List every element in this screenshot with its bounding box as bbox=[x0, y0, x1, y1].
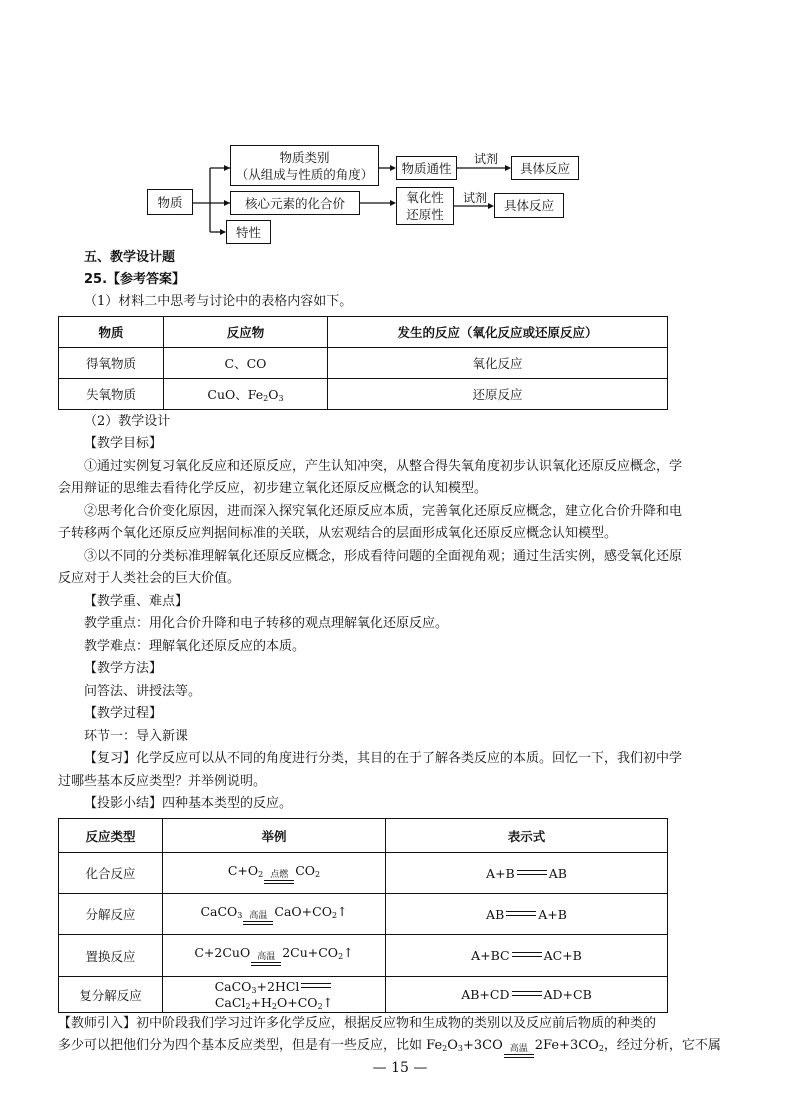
diagram-reagent-label-1: 试剂 bbox=[474, 152, 499, 166]
subscript: 3 bbox=[237, 910, 243, 920]
gas-arrow-icon: ↑ bbox=[343, 945, 354, 960]
eq-text: A+B bbox=[538, 906, 567, 922]
eq-text: CaO+CO bbox=[274, 903, 332, 919]
table1-formula-text: CuO、Fe bbox=[207, 387, 264, 402]
diagram-reaction-box-2 bbox=[494, 193, 564, 218]
table2-type-cell: 化合反应 bbox=[59, 853, 163, 894]
diagram-property-label: 特性 bbox=[235, 224, 261, 240]
table2-example-cell bbox=[163, 894, 386, 935]
step-1: 环节一：导入新课 bbox=[84, 729, 189, 744]
eq-text: O+CO bbox=[277, 994, 318, 1010]
subscript: 2 bbox=[315, 869, 321, 879]
table1-cell: 氧化反应 bbox=[328, 348, 668, 379]
equals-bar bbox=[506, 911, 536, 916]
reactant-table bbox=[58, 316, 668, 410]
page-number: — 15 — bbox=[372, 1060, 428, 1076]
eq-text: AB+CD bbox=[461, 987, 510, 1002]
table2-expression-cell bbox=[386, 853, 668, 894]
diagram-general-label: 物质通性 bbox=[401, 160, 452, 176]
diagram-redox-box bbox=[396, 187, 454, 225]
reaction-type-table bbox=[58, 818, 668, 1013]
table1-header-substance: 物质 bbox=[59, 317, 164, 348]
eq-text: CO bbox=[295, 862, 316, 878]
diagram-category-line2: （从组成与性质的角度） bbox=[235, 166, 374, 182]
subscript: 2 bbox=[258, 869, 264, 879]
diagram-redox-line1: 氧化性 bbox=[406, 190, 444, 205]
eq-text: AB bbox=[548, 865, 567, 881]
goal-1-line-b: 会用辩证的思维去看待化学反应，初步建立氧化还原反应概念的认知模型。 bbox=[58, 481, 488, 496]
reaction-condition bbox=[264, 871, 294, 884]
table-row bbox=[59, 935, 668, 977]
eq-text: AD+CB bbox=[543, 987, 592, 1002]
summary-text: 【投影小结】四种基本类型的反应。 bbox=[84, 796, 293, 811]
diagram-general-box bbox=[396, 156, 457, 180]
condition-label: 高温 bbox=[249, 910, 268, 921]
equals-bar bbox=[251, 962, 281, 966]
subscript: 2 bbox=[338, 952, 344, 961]
goal-2-line-a: ②思考化合价变化原因，进而深入探究氧化还原反应本质，完善氧化还原反应概念，建立化合价升降和电 bbox=[84, 504, 683, 519]
table1-cell: 还原反应 bbox=[328, 379, 668, 410]
diagram-redox-line2: 还原性 bbox=[406, 207, 444, 222]
goal-3-line-b: 反应对于人类社会的巨大价值。 bbox=[58, 571, 241, 586]
table-row bbox=[59, 348, 668, 379]
eq-text: +H bbox=[250, 994, 272, 1010]
eq-text: 2Cu+CO bbox=[282, 945, 339, 960]
gas-arrow-icon: ↑ bbox=[322, 994, 334, 1010]
subscript: 2 bbox=[317, 1001, 323, 1011]
table2-expression-cell bbox=[386, 894, 668, 935]
table-row bbox=[59, 894, 668, 935]
diagram-reaction-label-2: 具体反应 bbox=[503, 198, 554, 213]
table2-example-cell bbox=[163, 935, 386, 977]
table1-cell: 得氧物质 bbox=[59, 348, 164, 379]
review-line-a: 【复习】化学反应可以从不同的角度进行分类，其目的在于了解各类反应的本质。回忆一下，我们初中学 bbox=[84, 751, 683, 766]
table2-header-expression: 表示式 bbox=[386, 819, 668, 853]
table-row bbox=[59, 379, 668, 410]
intro-line-b bbox=[58, 1036, 721, 1059]
condition-label: 高温 bbox=[509, 1044, 528, 1054]
diagram-root-label: 物质 bbox=[157, 194, 183, 210]
diagram-reaction-label-1: 具体反应 bbox=[519, 160, 570, 176]
diagram-property-box bbox=[226, 220, 271, 244]
equals-bar bbox=[301, 983, 331, 988]
table-row bbox=[59, 853, 668, 894]
eq-text: C+2CuO bbox=[194, 945, 251, 960]
eq-text: +2HCl bbox=[256, 978, 300, 994]
table2-type-cell: 置换反应 bbox=[59, 935, 163, 977]
eq-text: CaCO bbox=[214, 978, 252, 994]
goal-2-line-b: 子转移两个氧化还原反应判据间标准的关联，从宏观结合的层面形成氧化还原反应概念认知模型。 bbox=[58, 526, 618, 541]
equals-bar bbox=[512, 952, 542, 957]
diagram-core-box bbox=[230, 191, 360, 215]
section-title: 五、教学设计题 bbox=[84, 250, 176, 265]
table2-type-cell: 复分解反应 bbox=[59, 977, 163, 1013]
method-title: 【教学方法】 bbox=[84, 661, 163, 676]
table2-header-type: 反应类型 bbox=[59, 819, 163, 853]
subscript: 2 bbox=[598, 1044, 604, 1053]
goal-1-line-a: ①通过实例复习氧化反应和还原反应，产生认知冲突，从整合得失氧角度初步认识氧化还原反应概念，学 bbox=[84, 459, 683, 474]
answer-title: 25.【参考答案】 bbox=[84, 272, 186, 287]
table2-type-cell: 分解反应 bbox=[59, 894, 163, 935]
subscript: 2 bbox=[331, 910, 338, 920]
table1-cell: C、CO bbox=[164, 348, 328, 379]
intro-text: +3CO bbox=[463, 1038, 503, 1053]
eq-text: A+B bbox=[486, 865, 515, 881]
method-text: 问答法、讲授法等。 bbox=[84, 684, 202, 699]
goal-3-line-a: ③以不同的分类标准理解氧化还原反应概念，形成看待问题的全面视角观；通过生活实例，感受氧化还原 bbox=[84, 549, 683, 564]
intro-text: O bbox=[447, 1038, 458, 1053]
table1-header-reactant: 反应物 bbox=[164, 317, 328, 348]
diagram-reagent-label-2: 试剂 bbox=[463, 191, 488, 205]
equals-bar bbox=[512, 991, 542, 996]
eq-text: CaCl bbox=[214, 994, 246, 1010]
reaction-condition bbox=[251, 953, 281, 966]
intro-text: 2Fe+3CO bbox=[534, 1038, 599, 1053]
subscript: 3 bbox=[251, 985, 257, 995]
review-line-b: 过哪些基本反应类型？并举例说明。 bbox=[58, 774, 267, 789]
key-title: 【教学重、难点】 bbox=[84, 594, 189, 609]
condition-label: 高温 bbox=[257, 952, 276, 962]
diagram-category-box bbox=[230, 145, 379, 186]
reaction-condition bbox=[504, 1045, 534, 1058]
diagram-root-box bbox=[147, 189, 193, 215]
table-row bbox=[59, 977, 668, 1013]
eq-text: A+BC bbox=[471, 948, 510, 963]
subscript: 3 bbox=[278, 394, 284, 403]
diagram-core-label: 核心元素的化合价 bbox=[244, 195, 345, 211]
diagram-reaction-box-1 bbox=[511, 156, 579, 180]
process-title: 【教学过程】 bbox=[84, 706, 163, 721]
subscript: 2 bbox=[263, 394, 269, 403]
equals-bar bbox=[243, 921, 273, 925]
equals-bar bbox=[517, 870, 547, 875]
paragraph-2: （2）教学设计 bbox=[84, 414, 171, 429]
key-point-2: 教学难点：理解氧化还原反应的本质。 bbox=[84, 639, 306, 654]
table2-expression-cell bbox=[386, 935, 668, 977]
equals-bar bbox=[264, 880, 294, 884]
paragraph-1: （1）材料二中思考与讨论中的表格内容如下。 bbox=[84, 294, 353, 309]
subscript: 2 bbox=[245, 1001, 251, 1011]
intro-text: 多少可以把他们分为四个基本反应类型，但是有一些反应，比如 Fe bbox=[58, 1038, 443, 1053]
table2-header-example: 举例 bbox=[163, 819, 386, 853]
intro-text: ，经过分析，它不属 bbox=[603, 1038, 721, 1053]
equals-bar bbox=[504, 1054, 534, 1058]
table2-example-cell bbox=[163, 977, 386, 1013]
table1-formula-text: O bbox=[268, 387, 279, 402]
eq-text: C+O bbox=[227, 862, 259, 878]
goal-title: 【教学目标】 bbox=[84, 436, 163, 451]
subscript: 2 bbox=[271, 1001, 278, 1011]
intro-line-a: 【教师引入】初中阶段我们学习过许多化学反应，根据反应物和生成物的类别以及反应前后物质的种类的 bbox=[58, 1016, 657, 1031]
reaction-condition bbox=[243, 912, 273, 925]
table2-expression-cell bbox=[386, 977, 668, 1013]
key-point-1: 教学重点：用化合价升降和电子转移的观点理解氧化还原反应。 bbox=[84, 616, 449, 631]
table2-example-cell bbox=[163, 853, 386, 894]
condition-label: 点燃 bbox=[270, 869, 289, 880]
subscript: 3 bbox=[457, 1044, 463, 1053]
eq-text: AB bbox=[486, 906, 505, 922]
gas-arrow-icon: ↑ bbox=[337, 903, 348, 919]
table1-cell-formula bbox=[164, 379, 328, 410]
diagram-category-line1: 物质类别 bbox=[279, 149, 330, 165]
subscript: 2 bbox=[442, 1044, 448, 1053]
eq-text: AC+B bbox=[543, 948, 582, 963]
table1-header-reaction: 发生的反应（氧化反应或还原反应） bbox=[328, 317, 668, 348]
table1-cell: 失氧物质 bbox=[59, 379, 164, 410]
eq-text: CaCO bbox=[200, 903, 238, 919]
